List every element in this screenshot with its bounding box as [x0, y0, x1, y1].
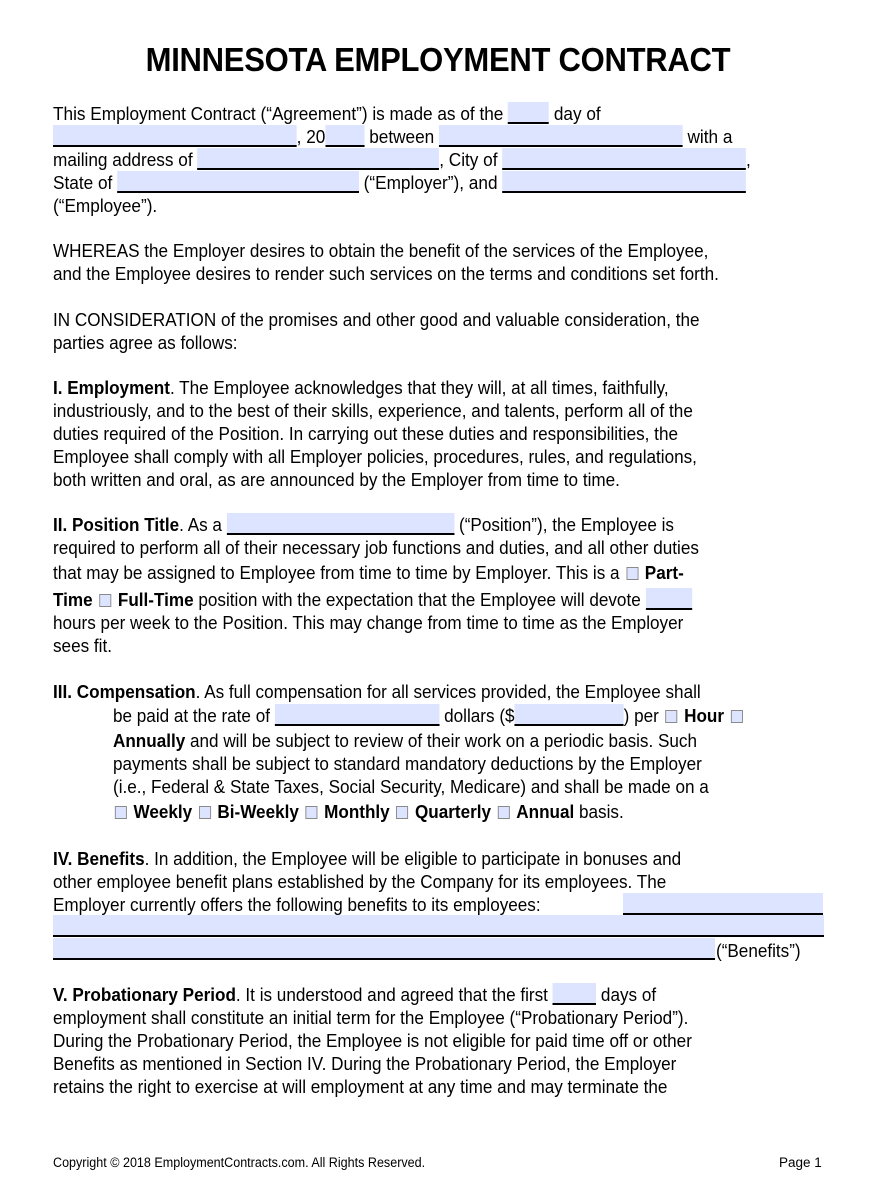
consideration-line-1: IN CONSIDERATION of the promises and other good and valuable consideration, the: [53, 309, 700, 330]
position-line-3: that may be assigned to Employee from time to time by Employer. This is a Part-: [53, 562, 684, 583]
position-line-4: Time Full-Time position with the expectation that the Employee will devote: [53, 588, 692, 611]
compensation-line-2: be paid at the rate of dollars ($ ) per Hour: [113, 704, 745, 727]
hour-checkbox[interactable]: [665, 710, 677, 723]
month-field[interactable]: [53, 125, 297, 147]
part-time-checkbox[interactable]: [626, 567, 638, 580]
benefits-field-line-2[interactable]: [53, 915, 824, 937]
city-field[interactable]: [502, 148, 746, 170]
rate-amount-field[interactable]: [515, 704, 624, 726]
benefits-label: (“Benefits”): [716, 940, 801, 961]
employment-line-5: both written and oral, as are announced by the Employer from time to time.: [53, 469, 620, 490]
position-line-6: sees fit.: [53, 635, 112, 656]
rate-words-field[interactable]: [275, 704, 440, 726]
benefits-field-line-3[interactable]: [53, 938, 715, 960]
year-field[interactable]: [325, 125, 364, 147]
quarterly-checkbox[interactable]: [396, 806, 408, 819]
compensation-heading: III. Compensation: [53, 681, 196, 702]
state-field[interactable]: [117, 171, 359, 193]
day-field[interactable]: [508, 102, 549, 124]
employee-name-field[interactable]: [502, 171, 746, 193]
benefits-heading: IV. Benefits: [53, 848, 145, 869]
benefits-line-2: other employee benefit plans established by the Company for its employees. The: [53, 871, 667, 892]
compensation-line-3: Annually and will be subject to review of their work on a periodic basis. Such: [113, 730, 698, 751]
weekly-checkbox[interactable]: [115, 806, 127, 819]
intro-line-4: State of (“Employer”), and: [53, 171, 746, 194]
intro-line-5: (“Employee”).: [53, 195, 158, 216]
full-time-checkbox[interactable]: [99, 594, 111, 607]
compensation-line-6: Weekly Bi-Weekly Monthly Quarterly Annual basis.: [113, 800, 624, 823]
position-title-field[interactable]: [227, 513, 455, 535]
mailing-address-field[interactable]: [197, 148, 439, 170]
employment-line-4: Employee shall comply with all Employer policies, procedures, rules, and regulations,: [53, 446, 697, 467]
page-title: MINNESOTA EMPLOYMENT CONTRACT: [145, 41, 731, 78]
probation-line-5: retains the right to exercise at will employment at any time and may terminate the: [53, 1076, 668, 1097]
intro-line-1: This Employment Contract (“Agreement”) is made as of the day of: [53, 103, 601, 124]
employment-line-3: duties required of the Position. In carrying out these duties and responsibilities, the: [53, 423, 678, 444]
annually-checkbox[interactable]: [731, 710, 743, 723]
employer-name-field[interactable]: [439, 125, 683, 147]
probation-days-field[interactable]: [553, 983, 596, 1005]
employment-line-1: I. Employment. The Employee acknowledges that they will, at all times, faithfully,: [53, 377, 669, 398]
intro-line-3: mailing address of , City of ,: [53, 149, 751, 170]
benefits-line-3: Employer currently offers the following benefits to its employees:: [53, 894, 541, 915]
compensation-line-5: (i.e., Federal & State Taxes, Social Security, Medicare) and shall be made on a: [113, 776, 709, 797]
whereas-line-1: WHEREAS the Employer desires to obtain the benefit of the services of the Employee,: [53, 240, 709, 261]
footer-page-number: Page 1: [779, 1155, 822, 1170]
footer-copyright: Copyright © 2018 EmploymentContracts.com. All Rights Reserved.: [53, 1155, 426, 1170]
benefits-line-1: IV. Benefits. In addition, the Employee will be eligible to participate in bonuses and: [53, 848, 682, 869]
employment-line-2: industriously, and to the best of their skills, experience, and talents, perform all of the: [53, 400, 693, 421]
bi-weekly-checkbox[interactable]: [199, 806, 211, 819]
position-heading: II. Position Title: [53, 514, 180, 535]
compensation-line-4: payments shall be subject to standard mandatory deductions by the Employer: [113, 753, 702, 774]
monthly-checkbox[interactable]: [305, 806, 317, 819]
position-line-5: hours per week to the Position. This may change from time to time as the Employer: [53, 612, 684, 633]
compensation-line-1: III. Compensation. As full compensation for all services provided, the Employee shall: [53, 681, 701, 702]
annual-checkbox[interactable]: [498, 806, 510, 819]
probation-line-2: employment shall constitute an initial term for the Employee (“Probationary Period”).: [53, 1007, 689, 1028]
probation-line-4: Benefits as mentioned in Section IV. During the Probationary Period, the Employer: [53, 1053, 677, 1074]
employment-heading: I. Employment: [53, 377, 170, 398]
probation-line-1: V. Probationary Period. It is understood and agreed that the first days of: [53, 984, 657, 1005]
position-line-1: II. Position Title. As a (“Position”), the Employee is: [53, 514, 674, 535]
whereas-line-2: and the Employee desires to render such services on the terms and conditions set forth.: [53, 263, 719, 284]
intro-line-2: , 20 between with a: [53, 125, 732, 148]
benefits-field-line-1[interactable]: [623, 893, 823, 915]
hours-per-week-field[interactable]: [645, 588, 691, 610]
consideration-line-2: parties agree as follows:: [53, 332, 238, 353]
probation-heading: V. Probationary Period: [53, 984, 236, 1005]
probation-line-3: During the Probationary Period, the Employee is not eligible for paid time off or other: [53, 1030, 692, 1051]
position-line-2: required to perform all of their necessary job functions and duties, and all other duties: [53, 537, 699, 558]
